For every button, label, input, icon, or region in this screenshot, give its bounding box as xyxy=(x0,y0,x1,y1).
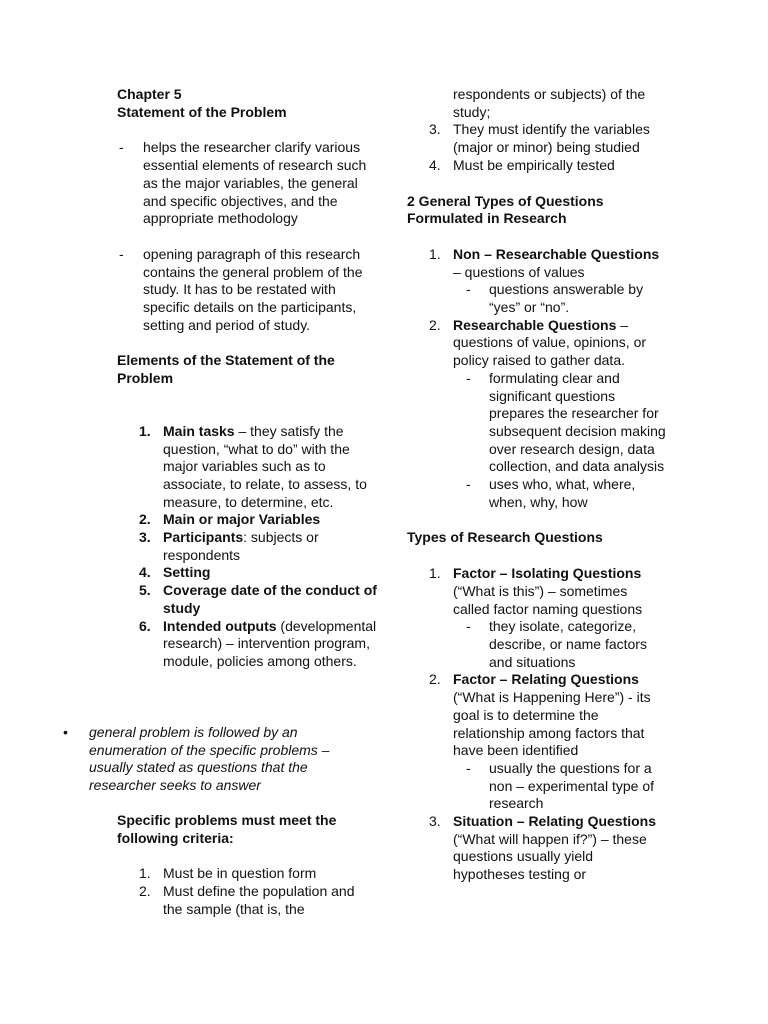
sub-item: - formulating clear and significant questions prepares the researcher for subsequent decision making over research design, data collection, and data analysis xyxy=(466,369,666,475)
right-column xyxy=(407,86,667,884)
list-item: 2. Must define the population and the sample (that is, the xyxy=(139,883,355,917)
list-item: 2. Researchable Questions – questions of value, opinions, or policy raised to gather data. xyxy=(429,316,647,369)
intro-point: - helps the researcher clarify various essential elements of research such as the major variables, the general and specific objectives, and the appropriate methodology xyxy=(119,139,367,227)
bullet-note: • general problem is followed by an enumeration of the specific problems – usually stated as questions that the researcher seeks to answer xyxy=(63,724,330,794)
list-item: 1. Main tasks – they satisfy the question, “what to do” with the major variables such as to associate, to relate, to assess, to measure, to determine, etc. xyxy=(139,422,367,510)
list-item: 4. Setting xyxy=(139,564,211,581)
list-item: 2. Factor – Relating Questions (“What is Happening Here”) - its goal is to determine the relationship among factors that have been identified xyxy=(429,671,651,759)
criteria-section xyxy=(117,812,377,919)
elements-heading: Elements of the Statement of the Problem xyxy=(117,352,335,387)
sub-item: - uses who, what, where, when, why, how xyxy=(466,476,636,510)
list-item: 3. Situation – Relating Questions (“What will happen if?”) – these questions usually yield hypotheses testing or xyxy=(429,813,657,883)
list-item: 4. Must be empirically tested xyxy=(429,156,615,173)
intro-point: - opening paragraph of this research contains the general problem of the study. It has to be restated with specific details on the participants, setting and period of study. xyxy=(119,245,363,333)
criteria-continued: respondents or subjects) of the study; xyxy=(453,86,646,120)
elements-list xyxy=(117,423,377,671)
list-item: 3. Participants: subjects or respondents xyxy=(139,529,319,563)
list-item: 3. They must identify the variables (major or minor) being studied xyxy=(429,121,650,156)
list-item: 1. Factor – Isolating Questions (“What is this”) – sometimes called factor naming questions xyxy=(429,565,643,617)
bullet-icon: • xyxy=(63,724,68,740)
criteria-heading: Specific problems must meet the following criteria: xyxy=(117,812,337,846)
sub-item: - usually the questions for a non – experimental type of research xyxy=(466,759,654,812)
research-types-heading: Types of Research Questions xyxy=(407,529,603,546)
list-item: 2. Main or major Variables xyxy=(139,511,321,528)
list-item: 6. Intended outputs (developmental research) – intervention program, module, policies among others. xyxy=(139,617,377,669)
list-item: 1. Must be in question form xyxy=(139,865,317,882)
list-item: 1. Non – Researchable Questions – questions of values xyxy=(429,245,660,280)
list-item: 5. Coverage date of the conduct of study xyxy=(139,582,377,616)
sub-item: - questions answerable by “yes” or “no”. xyxy=(466,281,644,316)
left-column xyxy=(117,86,377,671)
general-types-heading: 2 General Types of Questions Formulated in Research xyxy=(407,192,604,227)
sub-item: - they isolate, categorize, describe, or name factors and situations xyxy=(466,618,647,670)
page-title: Statement of the Problem xyxy=(117,103,287,120)
chapter-label: Chapter 5 xyxy=(117,86,182,102)
